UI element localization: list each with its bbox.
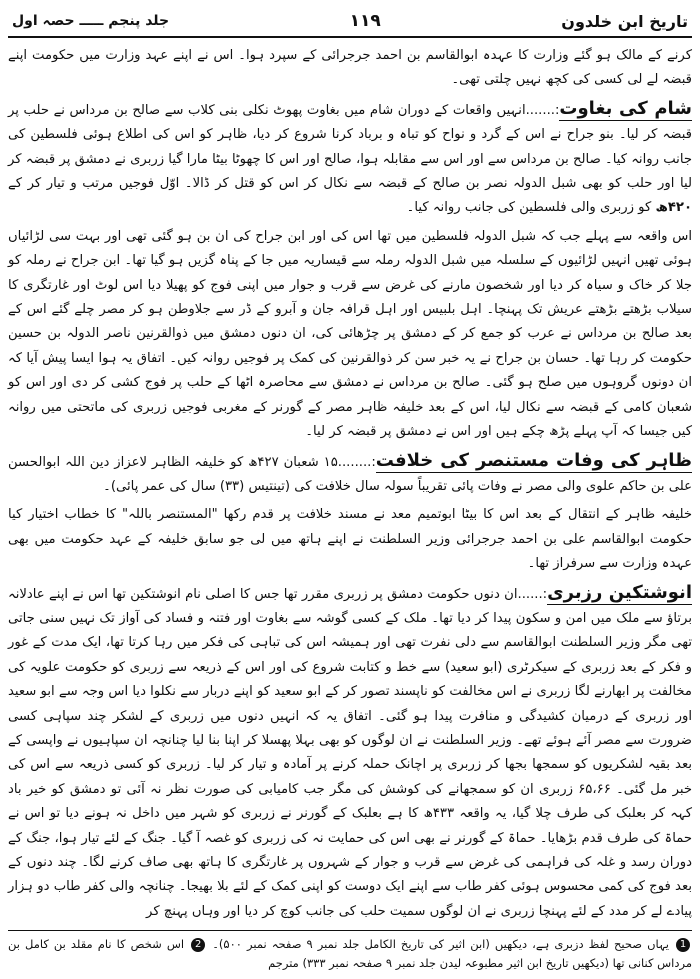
- syria-paragraph: [8, 97, 692, 221]
- heading-syria-rebellion: شام کی بغاوت: [559, 97, 692, 119]
- heading-anushtakin: انوشتکین رزبری: [547, 581, 692, 603]
- page-header: [8, 6, 692, 38]
- syria-paragraph-2: اس واقعہ سے پہلے جب کہ شبل الدولہ فلسطین میں تھا اس کی اور ابن جراح کی ان بن ہو گئی تھی اور بہت سی لڑائیاں ہوئی تھیں انہیں لڑائیوں کے سلسلہ میں شبل الدولہ رملہ سے قیساریہ میں جا کے پناہ گزیں ہو گیا تھا۔ ابن جراح نے رملہ کو جلا کر خاک و سیاہ کر دیا اور شخصون مارنے کی غرض سے قرب و جوار میں اپنی فوج کو پھیلا دیا اس لوٹ اور غارتگری کا سیلاب بڑھتے بڑھتے عریش تک پہنچا۔ اہل بلبیس اور اہل قرافہ جان و آبرو کے ڈر سے جلاوطن ہو کر مصر چلے گئے اس کے بعد صالح بن مرداس نے عرب کو جمع کر کے دمشق پر چڑھائی کی، ان دنوں دمشق میں ذوالقرنین ناصر الدولہ بن حسین حکومت کر رہا تھا۔ حسان بن جراح نے یہ خبر سن کر ذوالقرنین کی کمک پر فوجیں روانہ کیں۔ اتفاق یہ ہوا ایسا پیش آیا کہ ان دونوں گروہوں میں صلح ہو گئی۔ صالح بن مرداس نے دمشق سے محاصرہ اٹھا کے حلب پر فوج کشی کر دی اور اس کو شعبان کامی کے قبضہ سے نکال لیا، اس کے بعد خلیفہ ظاہر مصر کے گورنر کے مغربی فوجیں زربری کی ماتحتی میں روانہ کیں جیسا کہ آپ پہلے پڑھ چکے ہیں اور اس نے دمشق پر قبضہ کر لیا۔: [8, 228, 692, 440]
- page-number: ۱۱۹: [349, 11, 381, 31]
- book-title: تاریخ ابن خلدون: [561, 11, 688, 31]
- footnote-1: یہاں صحیح لفظ دزبری ہے، دیکھیں (ابن اثیر کی تاریخ الکامل جلد نمبر ۹ صفحہ نمبر ۵۰۰)۔: [212, 937, 669, 951]
- syria-text-end: کو زربری والی فلسطین کی جانب روانہ کیا۔: [406, 200, 652, 216]
- intro-paragraph: کرنے کے مالک ہو گئے وزارت کا عہدہ ابوالقاسم بن احمد جرجرائی کے سپرد ہوا۔ اس نے اپنے عہد وزارت میں حکومت اپنے قبضہ لے لی کسی کی کچھ نہیں چلتی تھی۔: [8, 48, 692, 88]
- footnote-2: اس شخص کا نام مقلد بن کامل بن مرداس کنانی تھا (دیکھیں تاریخ ابن اثیر مطبوعہ لیدن جلد نمبر ۹ صفحہ نمبر ۳۳۳) مترجم: [8, 937, 692, 970]
- syria-text: :.......انہیں واقعات کے دوران شام میں بغاوت پھوٹ نکلی بنی کلاب سے صالح بن مرداس نے حلب پر قبضہ کر لیا۔ بنو جراح نے اس کے گرد و نواح کو تباہ و برباد کرنا شروع کر دیا، ظاہر کو اس کی اطلاع ہوئی فلسطین کی جانب روانہ کیا۔ صالح بن مرداس سے اور اس سے مقابلہ ہوا، صالح اور اس کا چھوٹا بیٹا مارا گیا زربری نے دمشق پر قبضہ کر لیا اور حلب کو بھی شبل الدولہ نصر بن صالح کے قبضہ سے نکال کر اس کو قتل کر ڈالا۔ اوّل فوجیں مرتب و تیار کر کے: [8, 102, 692, 192]
- footnote-marker-1-icon: 1: [676, 938, 690, 952]
- zahir-paragraph: [8, 449, 692, 500]
- year-420: ۴۲۰ھ: [655, 200, 692, 216]
- page-body: [8, 38, 692, 924]
- anushtakin-text: :......ان دنوں حکومت دمشق پر زربری مقرر تھا جس کا اصلی نام انوشتکین تھا اس نے اپنے عادلانہ برتاؤ سے ملک میں امن و سکون پیدا کر دیا تھا۔ ملک کے کسی گوشہ سے بغاوت اور فتنہ و فساد کی آواز تک نہیں سنی جاتی تھی مگر وزیر السلطنت ابوالقاسم سے دلی نفرت تھی اور ہمیشہ اس کی تباہی کی فکر میں رہا کرتا تھا، ایک مدت کے غور و فکر کے بعد زربری کے سیکرٹری (ابو سعید) سے خط و کتابت شروع کی اور اس کے ذریعہ سے زربری کو حکومت علویہ کی مخالفت پر ابھارنے لگا زربری نے اس مخالفت کو ناپسند تصور کر کے ابو سعید کو اپنے دربار سے نکلوا دیا اس وجہ سے ابو سعید اور زربری کے درمیان کشیدگی و منافرت پیدا ہو گئی۔ اتفاق یہ کہ انہیں دنوں میں زربری کے لشکر چند سپاہی کسی ضرورت سے مصر آئے ہوئے تھے۔ وزیر السلطنت نے ان لوگوں کو بھی بہلا پھسلا کر اپنا بنا لیا چنانچہ ان سپاہیوں نے واپسی کے بعد بقیہ لشکریوں کو سمجھا بجھا کر زربری پر اچانک حملہ کرنے پر آمادہ و تیار کر لیا۔ زربری کو کسی ذریعہ سے اس کی خبر مل گئی۔ ۶۵،۶۶ زربری ان کو سمجھانے کی کوشش کی مگر جب کامیابی کی صورت نظر نہ آئی تو دمشق کو خیر باد کہہ کر بعلبک کی طرف چلا گیا، یہ واقعہ ۴۳۳ھ کا ہے بعلبک کے گورنر نے زربری کو شہر میں داخل نہ ہونے دیا تو اس نے حماۃ کی طرف قدم بڑھایا۔ حماۃ کے گورنر نے بھی اس کی حمایت نہ کی زربری کو غصہ آ گیا۔ جنگ کے لئے تیار ہوا، جنگ کے دوران رسد و غلہ کی فراہمی کی غرض سے قرب و جوار کے شہروں پر غارتگری کا ہاتھ بھی صاف کرنے لگا۔ چند دنوں کے بعد فوج کی کمی محسوس ہوئی کفر طاب سے اپنے ایک دوست کو اپنی کمک کے لئے بلا بھیجا۔ چنانچہ والی کفر طاب دو ہزار پیادے لے کر مدد کے لئے پہنچا زربری نے ان لوگوں سمیت حلب کی جانب کوچ کر دیا اور وہاں پہنچ کر: [8, 586, 693, 919]
- anushtakin-paragraph: [8, 581, 692, 925]
- footnotes: [8, 930, 692, 973]
- zahir-text: :........۱۵ شعبان ۴۲۷ھ کو خلیفہ الظاہر لاعزاز دین اللہ ابوالحسن علی بن حاکم علوی والی مصر نے وفات پائی تقریباً سولہ سال خلافت کی (تینتیس (۳۳) سال کی عمر پائی)۔: [8, 454, 692, 494]
- volume-label: جلد پنجم ـــــ حصہ اول: [12, 13, 170, 29]
- zahir-paragraph-2: خلیفہ ظاہر کے انتقال کے بعد اس کا بیٹا ابوتمیم معد نے مسند خلافت پر قدم رکھا "المستنصر باللہ" کا خطاب اختیار کیا حکومت ابوالقاسم علی بن احمد جرجرائی وزیر السلطنت نے اپنے ہاتھ میں لی جو سابق خلیفہ کے عہد حکومت میں بھی عہدہ وزارت سے سرفراز تھا۔: [8, 507, 692, 572]
- heading-zahir-death: ظاہر کی وفات مستنصر کی خلافت: [375, 449, 692, 471]
- footnote-marker-2-icon: 2: [191, 938, 205, 952]
